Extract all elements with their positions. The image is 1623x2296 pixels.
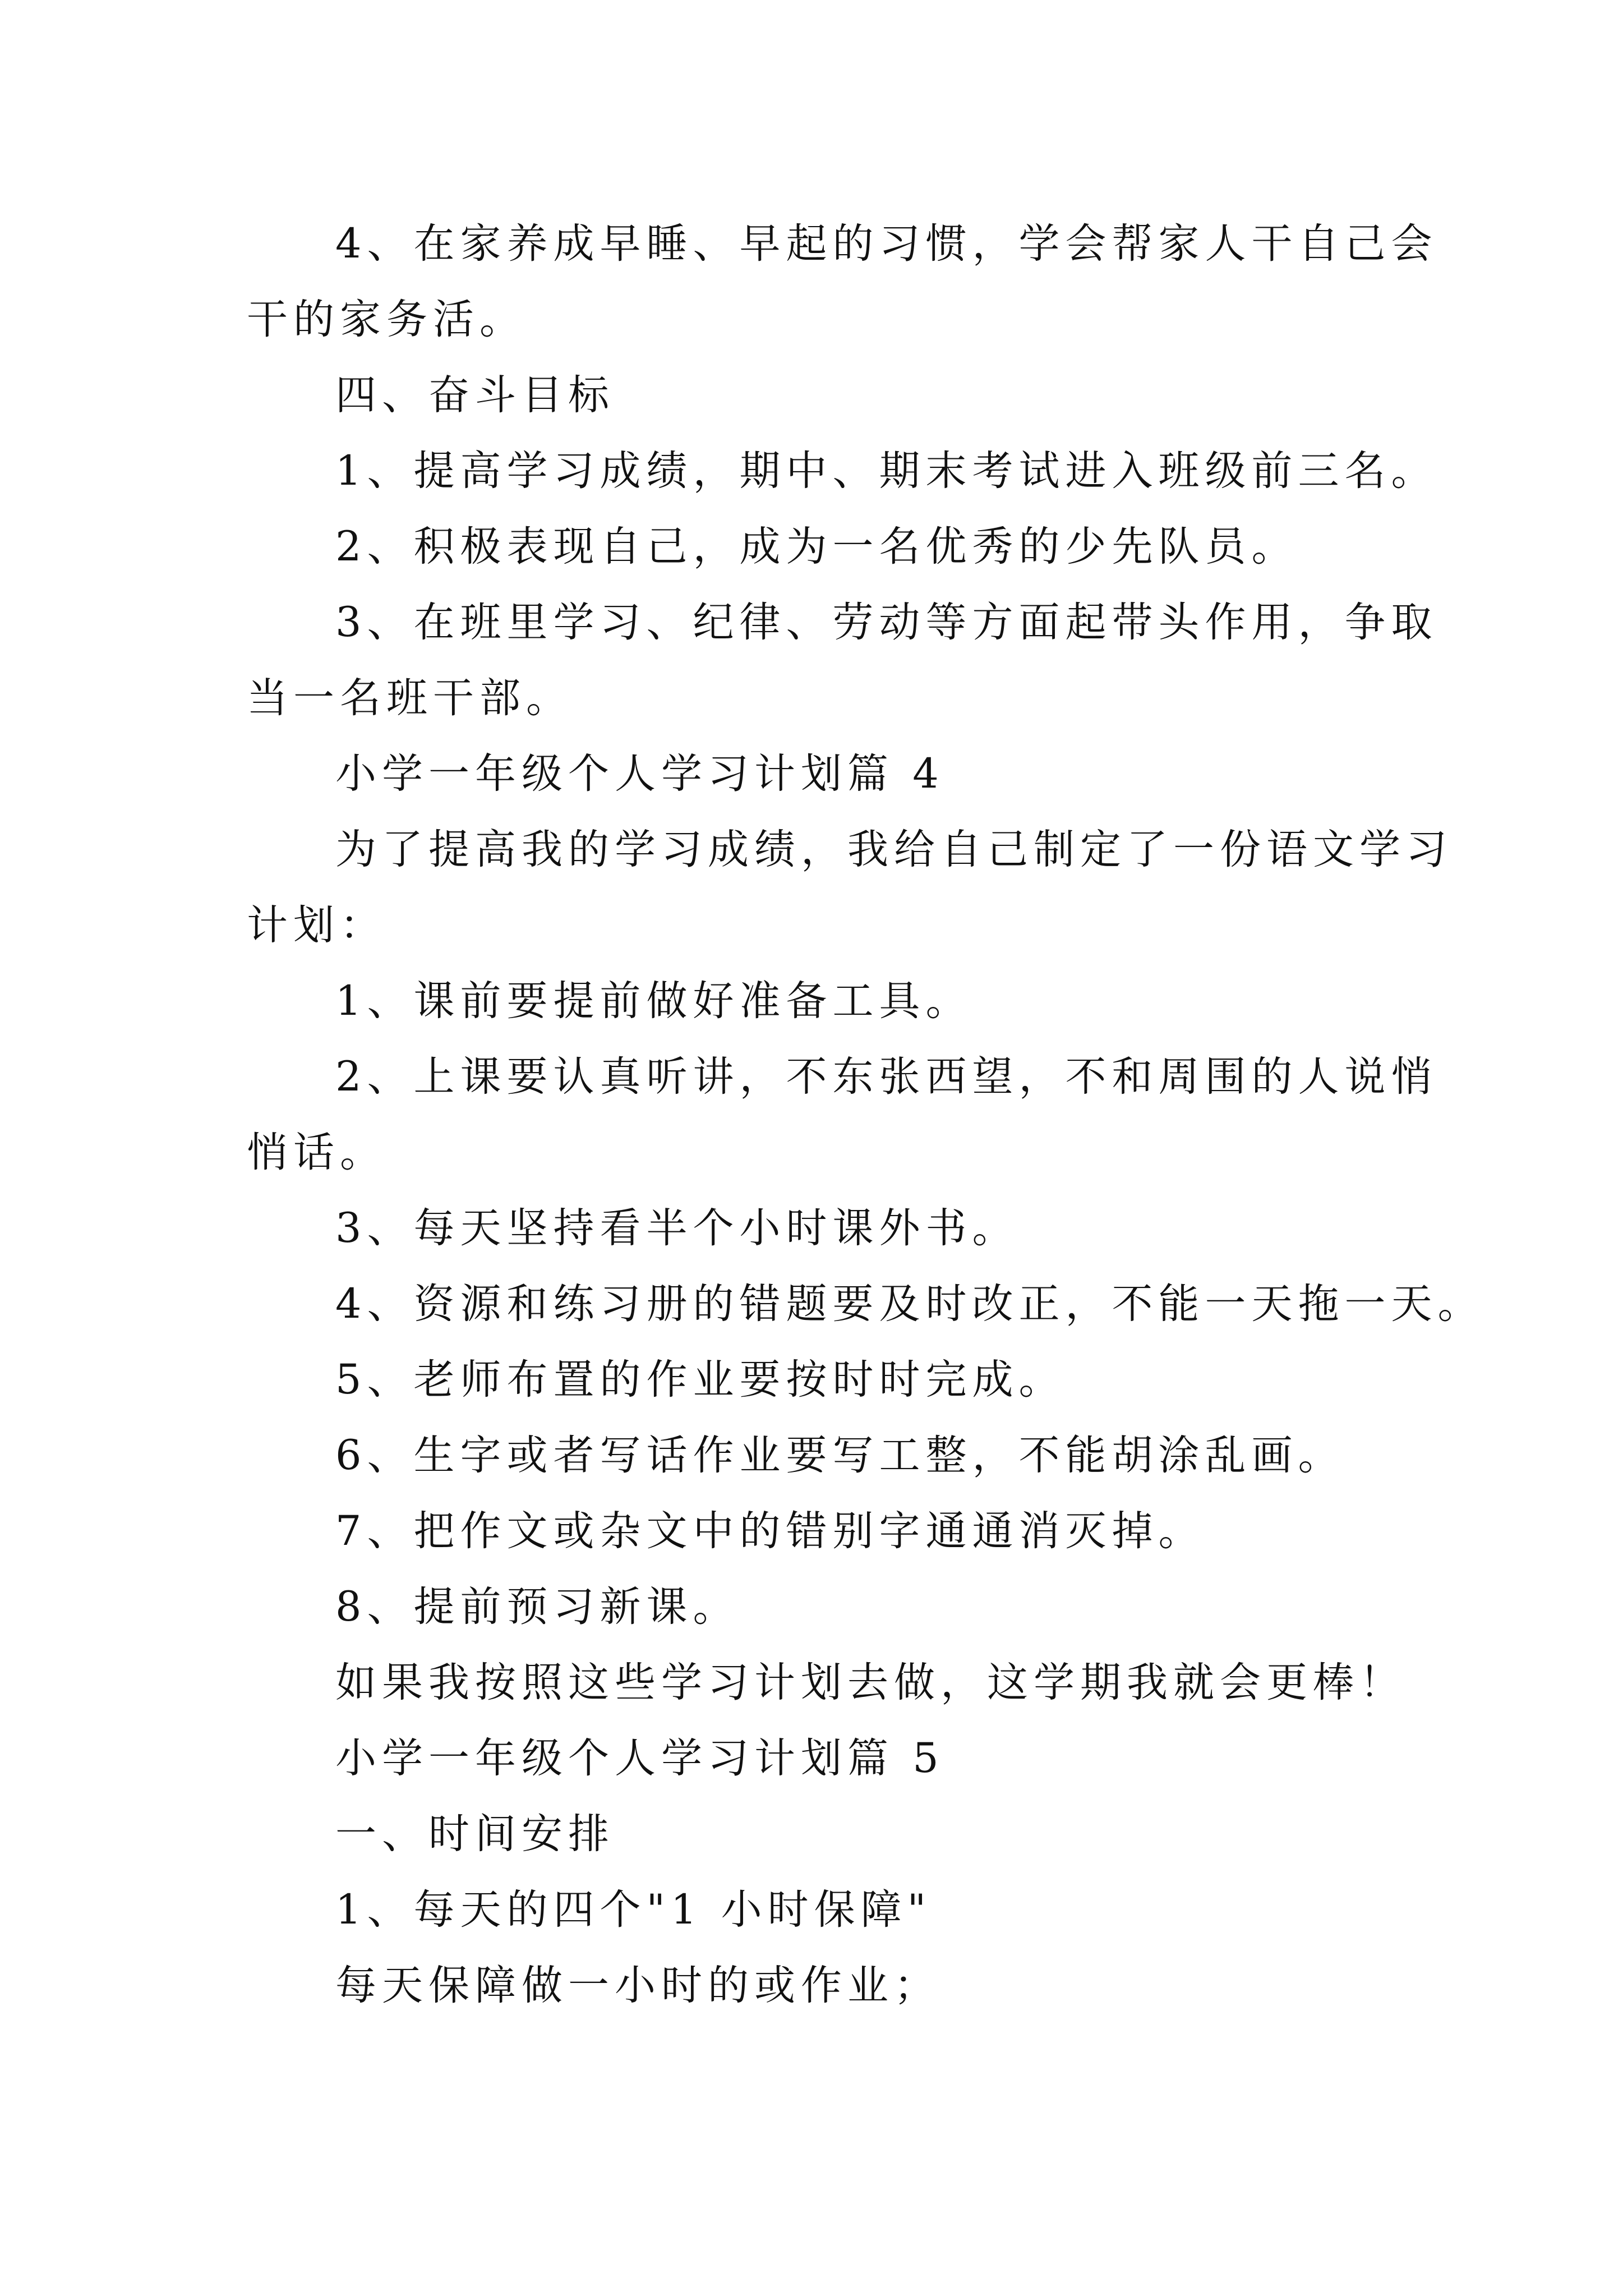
article-title: 小学一年级个人学习计划篇 4	[335, 750, 944, 798]
text-line: 每天保障做一小时的或作业；	[335, 1962, 940, 2009]
text-line: 4、资源和练习册的错题要及时改正，不能一天拖一天。	[335, 1280, 1484, 1328]
text-line: 1、课前要提前做好准备工具。	[335, 977, 972, 1025]
text-line: 1、每天的四个"1 小时保障"	[335, 1886, 932, 1934]
text-line: 悄话。	[247, 1129, 386, 1176]
text-line: 为了提高我的学习成绩，我给自己制定了一份语文学习	[335, 826, 1453, 873]
text-line: 5、老师布置的作业要按时时完成。	[335, 1356, 1066, 1404]
text-line: 4、在家养成早睡、早起的习惯，学会帮家人干自己会	[335, 220, 1438, 268]
text-line: 8、提前预习新课。	[335, 1583, 740, 1631]
article-title: 小学一年级个人学习计划篇 5	[335, 1734, 944, 1782]
text-line: 3、每天坚持看半个小时课外书。	[335, 1204, 1019, 1252]
text-line: 2、上课要认真听讲，不东张西望，不和周围的人说悄	[335, 1053, 1438, 1101]
text-line: 3、在班里学习、纪律、劳动等方面起带头作用，争取	[335, 599, 1438, 646]
section-heading: 四、奋斗目标	[335, 371, 615, 419]
text-line: 7、把作文或杂文中的错别字通通消灭掉。	[335, 1507, 1205, 1555]
text-line: 干的家务活。	[247, 296, 526, 343]
section-heading: 一、时间安排	[335, 1810, 615, 1858]
text-line: 6、生字或者写话作业要写工整，不能胡涂乱画。	[335, 1432, 1345, 1479]
text-line: 计划：	[247, 901, 386, 949]
text-line: 如果我按照这些学习计划去做，这学期我就会更棒！	[335, 1659, 1406, 1706]
text-line: 1、提高学习成绩，期中、期末考试进入班级前三名。	[335, 447, 1438, 495]
text-line: 2、积极表现自己，成为一名优秀的少先队员。	[335, 523, 1298, 570]
text-line: 当一名班干部。	[247, 674, 573, 722]
